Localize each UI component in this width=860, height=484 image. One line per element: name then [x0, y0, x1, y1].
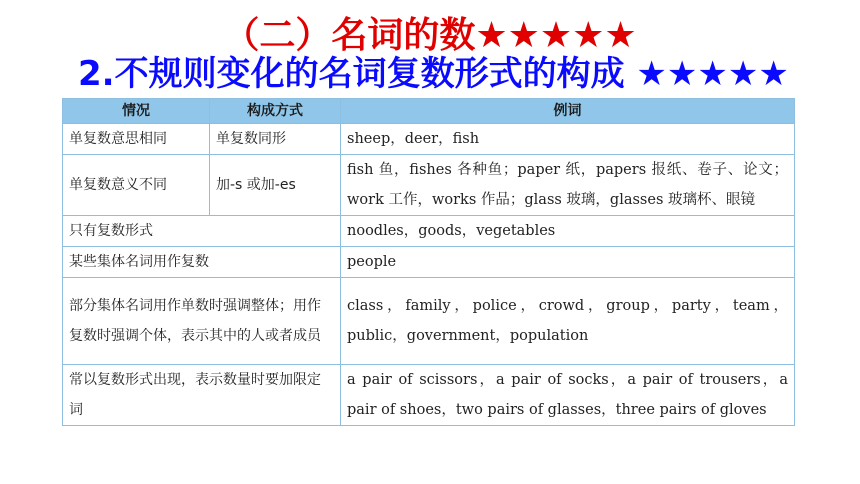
examples-cell: sheep，deer，fish: [341, 124, 795, 155]
table-row: [63, 216, 795, 247]
examples-cell: noodles，goods，vegetables: [341, 216, 795, 247]
examples-cell: people: [341, 247, 795, 278]
table-row: [63, 155, 795, 216]
examples-cell: fish 鱼，fishes 各种鱼；paper 纸，papers 报纸、卷子、论文；work 工作，works 作品；glass 玻璃，glasses 玻璃杯、眼镜: [341, 155, 795, 216]
formation-cell: 加-s 或加-es: [210, 155, 341, 216]
examples-cell: class，family，police，crowd，group，party，team，public，government，population: [341, 278, 795, 365]
page-subtitle: 2.不规则变化的名词复数形式的构成 ★★★★★: [78, 54, 789, 94]
formation-cell: 单复数同形: [210, 124, 341, 155]
table-header-row: [63, 99, 795, 124]
table-row: [63, 247, 795, 278]
noun-plural-table: [62, 98, 794, 426]
header-formation: 构成方式: [210, 99, 341, 124]
situation-cell: 常以复数形式出现，表示数量时要加限定词: [63, 365, 341, 426]
header-situation: 情况: [63, 99, 210, 124]
situation-cell: 某些集体名词用作复数: [63, 247, 341, 278]
section-title: （二）名词的数★★★★★: [223, 15, 637, 56]
situation-cell: 只有复数形式: [63, 216, 341, 247]
table-row: [63, 124, 795, 155]
header-examples: 例词: [341, 99, 795, 124]
situation-cell: 单复数意思相同: [63, 124, 210, 155]
table-row: [63, 365, 795, 426]
table-row: [63, 278, 795, 365]
examples-cell: a pair of scissors，a pair of socks，a pair of trousers，a pair of shoes，two pairs of glasses，three pairs of gloves: [341, 365, 795, 426]
situation-cell: 单复数意义不同: [63, 155, 210, 216]
situation-cell: 部分集体名词用作单数时强调整体；用作复数时强调个体，表示其中的人或者成员: [63, 278, 341, 365]
